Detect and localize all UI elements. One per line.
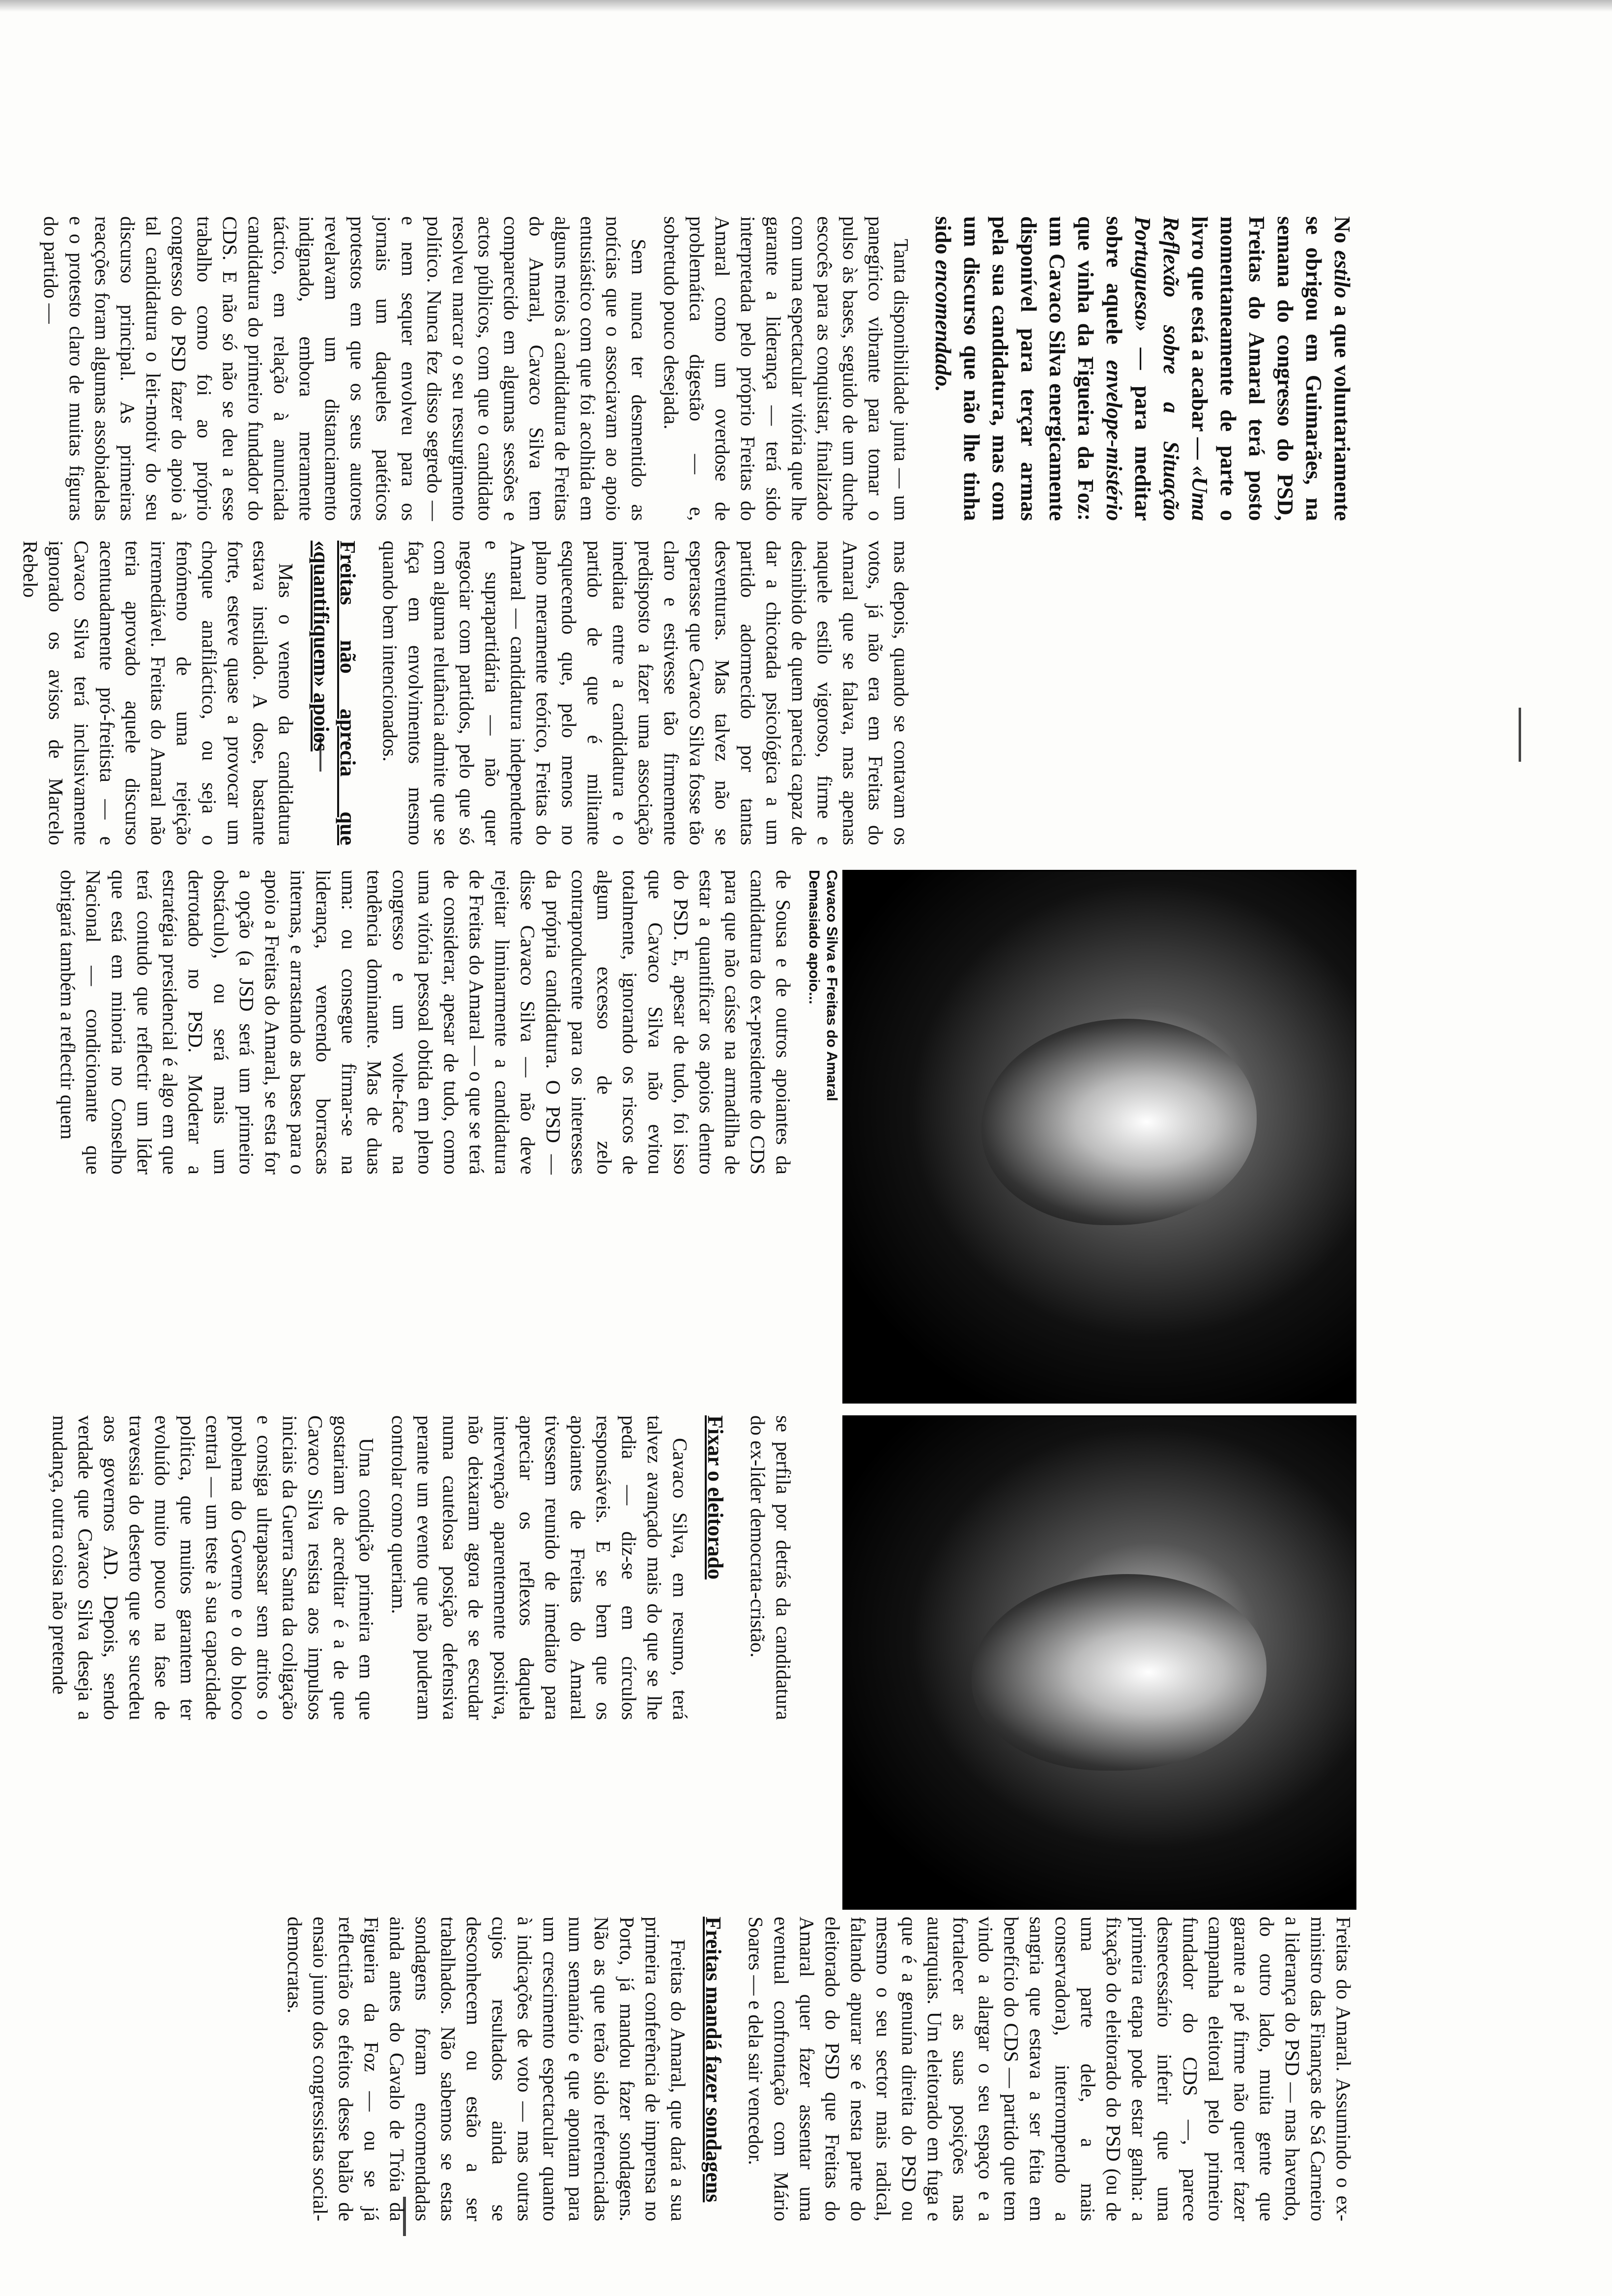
paragraph: mas depois, quando se contavam os votos, já não era em Freitas do Amaral que se falava, mas apenas naquele estilo vigoroso, firme e desinibido de quem parecia capaz de dar a chicotada psicológica a um partido adormecido por tantas desventuras. Mas talvez não se esperasse que Cavaco Silva fosse tão claro e estivesse tão firmemente predisposto a fazer uma associação imediata entre a candidatura e o partido de que é militante esquecendo que, pelo menos no plano meramente teórico, Freitas do Amaral — candidatura independente e suprapartidária — não quer negociar com partidos, pelo que só com alguma relutância admite que se faça em envolvimentos mesmo quando bem intencionados. xyxy=(379,541,913,845)
paragraph: de Sousa e de outros apoiantes da candidatura do ex-presidente do CDS para que não caísse na armadilha de estar a quantificar os apoios dentro do PSD. E, apesar de tudo, foi isso que Cavaco Silva não evitou totalmente, ignorando os riscos de algum excesso de zelo contraproducente para os interesses da própria candidatura. O PSD — disse Cavaco Silva — não deve rejeitar liminarmente a candidatura de Freitas do Amaral — o que se terá de considerar, apesar de tudo, como uma vitória pessoal obtida em pleno congresso e um volte-face na tendência dominante. Mas de duas uma: ou consegue firmar-se na liderança, vencendo borrascas internas, e arrastando as bases para o apoio a Freitas do Amaral, se esta for a opção (a JSD será um primeiro obstáculo), ou será mais um derrotado no PSD. Moderar a estratégia presidencial é algo em que terá contudo que reflectir um líder que está em minoria no Conselho Nacional — condicionante que obrigará também a reflectir quem xyxy=(57,870,795,1175)
face-shape xyxy=(981,1019,1257,1225)
lead-paragraph: No estilo a que voluntariamente se obrigou em Guimarães, na semana do congresso do PSD, Freitas do Amaral terá posto momentaneamente de parte o livro que está a acabar — «Uma Reflexão sobre a Situação Portuguesa» — para meditar sobre aquele envelope-mistério que vinha da Figueira da Foz: um Cavaco Silva energicamente disponível para terçar armas pela sua candidatura, mas com um discurso que não lhe tinha sido encomendado. xyxy=(931,216,1354,521)
paragraph: Tanta disponibilidade junta — um panegírico vibrante para tomar o pulso às bases, seguido de um duche escocês para as conquistar, finalizado com uma espectacular vitória que lhe garante a liderança — terá sido interpretada pelo próprio Freitas do Amaral como um overdose de problemática digestão — e, sobretudo pouco desejada. xyxy=(660,216,913,521)
subheading: Fixar o eleitorado xyxy=(703,1415,727,1579)
paragraph: se perfila por detrás da candidatura do ex-líder democrata-cristão. xyxy=(747,1415,795,1720)
paragraph: Uma condição primeira em que gostariam de acreditar é a de que Cavaco Silva resista aos impulsos iniciais da Guerra Santa da coligação e consiga ultrapassar sem atritos o problema do Governo e o do bloco central — um teste à sua capacidade política, que muitos garantem ter evoluído muito pouco na fase de travessia do deserto que se sucedeu aos governos AD. Depois, sendo verdade que Cavaco Silva deseja a mudança, outra coisa não pretende xyxy=(49,1415,378,1720)
article-column-1 xyxy=(31,216,914,521)
paragraph: Freitas do Amaral, que dará a sua primeira conferência de imprensa no Porto, já mandou fazer sondagens. Não as que terão sido referenciadas num semanário e que apontam para um crescimento espectacular quanto à indicações de voto — mas outras cujos resultados ainda se desconhecem ou estão a ser trabalhados. Não sabemos se estas sondagens foram encomendadas ainda antes do Cavalo de Tróia da Figueira da Foz — ou se já reflectirão os efeitos desse balão de ensaio junto dos congressistas social-democratas. xyxy=(284,1917,690,2221)
photo-caption: Cavaco Silva e Freitas do Amaral Demasiado apoio... xyxy=(806,870,840,1101)
subheading: Freitas mandá fazer sondagens xyxy=(701,1917,725,2203)
article-column-4 xyxy=(40,1415,796,1720)
article-column-2 xyxy=(11,541,914,845)
paragraph: Mas o veneno da candidatura estava instilado. A dose, bastante forte, esteve quase a provocar um choque anafiláctico, ou seja o fenómeno de uma rejeição irremediável. Freitas do Amaral não teria aprovado aquele discurso acentuadamente pró-freitista — e Cavaco Silva terá inclusivamente ignorado os avisos de Marcelo Rebelo xyxy=(19,541,297,845)
scan-mark xyxy=(1519,708,1521,762)
face-shape xyxy=(972,1574,1267,1771)
article-column-5 xyxy=(275,1917,1356,2221)
newspaper-clipping xyxy=(19,216,1356,2231)
paragraph: Cavaco Silva, em resumo, terá talvez avançado mais do que se lhe pedia — diz-se em círculos responsáveis. E se bem que os apoiantes de Freitas do Amaral tivessem reunido de imediato para apreciar os reflexos daquela intervenção aparentemente positiva, não deixaram agora de se escudar numa cautelosa posição defensiva perante um evento que não puderam controlar como queriam. xyxy=(388,1415,691,1720)
article-column-3 xyxy=(48,870,796,1175)
paragraph: Freitas do Amaral. Assumindo o ex-ministro das Finanças de Sá Carneiro a liderança do PSD — mas havendo, do outro lado, muita gente que garante a pé firme não querer fazer campanha eleitoral pelo primeiro fundador do CDS —, parece desnecessário inferir que uma primeira etapa pode estar ganha: a fixação do eleitorado do PSD (ou de uma parte dele, a mais conservadora), interrompendo a sangria que estava a ser feita em benefício do CDS — partido que tem vindo a alargar o seu espaço e a fortalecer as suas posições nas autarquias. Um eleitorado em fuga e que é a genuína direita do PSD ou mesmo o seu sector mais radical, faltando apurar se é nesta parte do eleitorado do PSD que Freitas do Amaral quer fazer assentar uma eventual confrontação com Mário Soares — e dela sair vencedor. xyxy=(745,1917,1355,2221)
subheading: Freitas não aprecia que «quantifiquem» apoios xyxy=(309,541,360,845)
scan-edge-top xyxy=(0,0,1612,12)
photo-freitas-do-amaral xyxy=(842,1415,1356,1910)
photo-cavaco-silva xyxy=(842,870,1356,1404)
paragraph: Sem nunca ter desmentido as notícias que o associavam ao apoio entusiástico com que foi acolhida em alguns meios à candidatura de Freitas do Amaral, Cavaco Silva tem comparecido em algumas sessões e actos públicos, com que o candidato resolveu marcar o seu ressurgimento político. Nunca fez disso segredo — e nem sequer envolveu para os jornais um daqueles patéticos protestos em que os seus autores revelavam um distanciamento indignado, embora meramente táctico, em relação à anunciada candidatura do primeiro fundador do CDS. E não só não se deu a esse trabalho como foi ao próprio congresso do PSD fazer do apoio à tal candidatura o leit-motiv do seu discurso principal. As primeiras reacções foram algumas assobiadelas e o protesto claro de muitas figuras do partido — xyxy=(40,216,650,521)
